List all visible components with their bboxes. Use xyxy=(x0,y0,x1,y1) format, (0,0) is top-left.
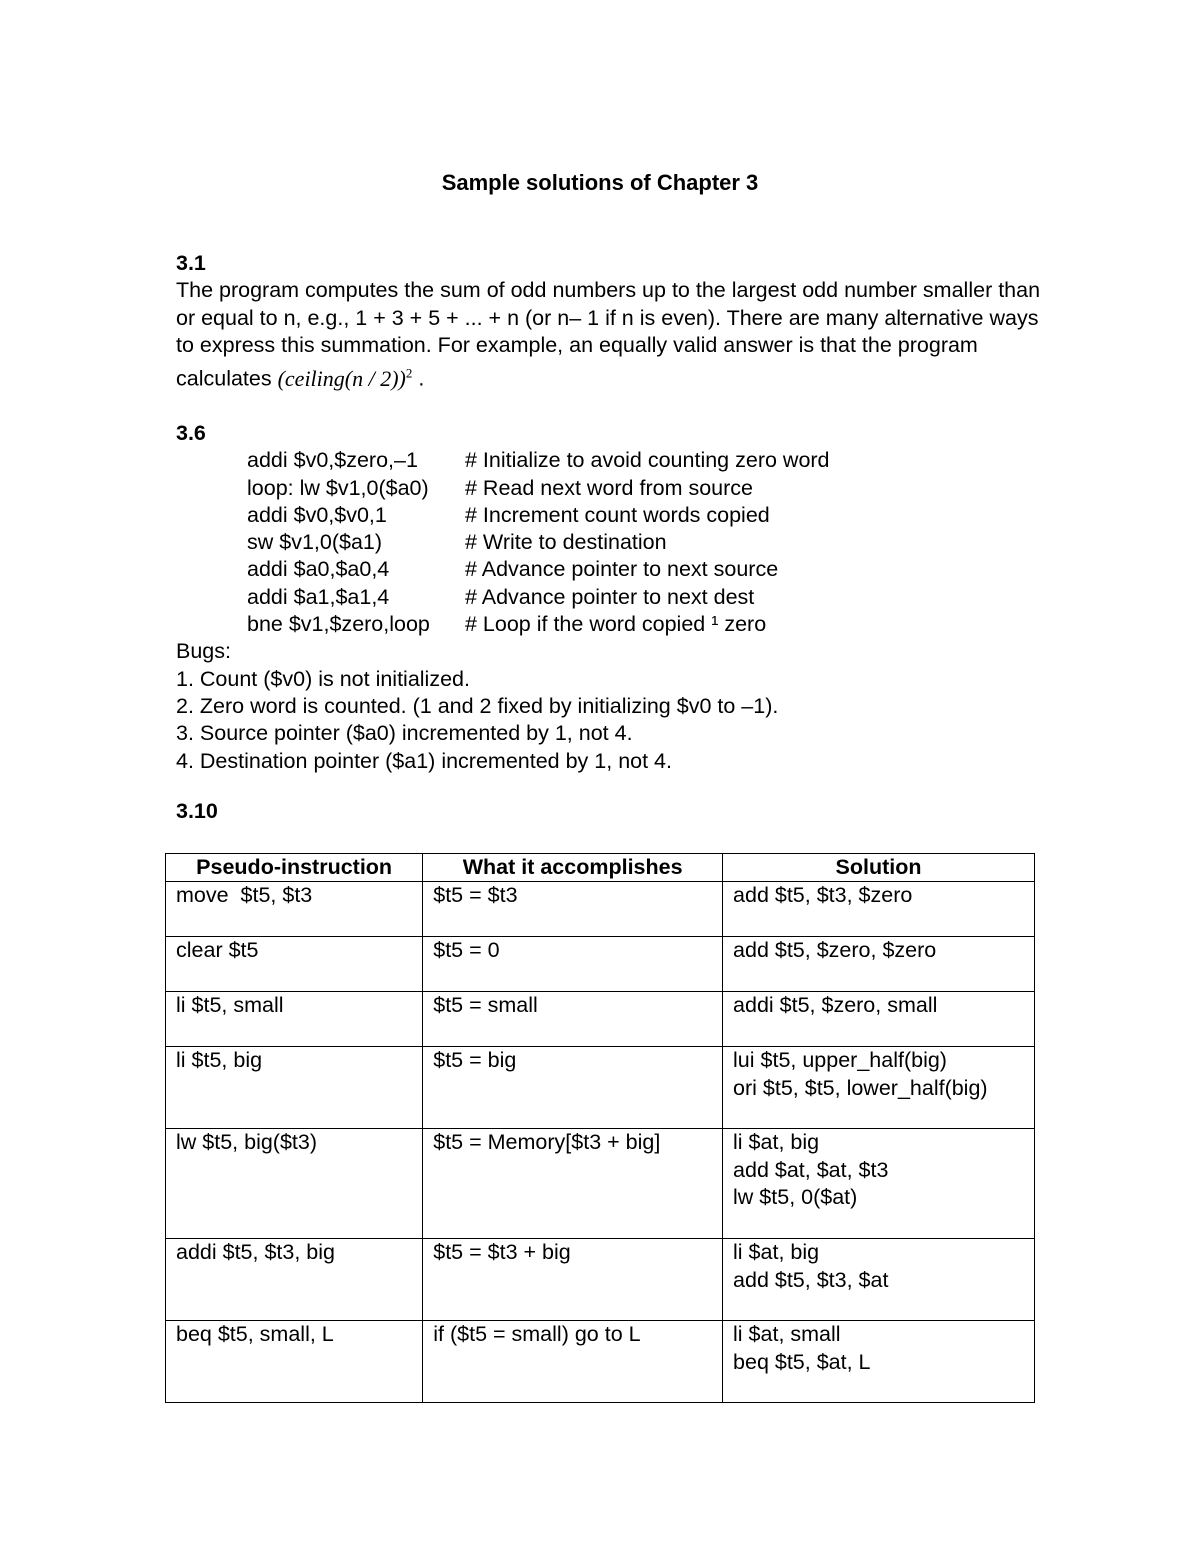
table-header-row xyxy=(166,854,1035,882)
section-3-10 xyxy=(176,798,218,825)
pseudo-cell: clear $t5 xyxy=(166,937,423,992)
code-instruction: addi $v0,$v0,1 xyxy=(247,502,387,527)
pseudo-cell: addi $t5, $t3, big xyxy=(166,1239,423,1321)
code-comment: # Increment count words copied xyxy=(465,502,770,527)
code-comment: # Write to destination xyxy=(465,530,667,555)
code-line xyxy=(176,556,778,583)
bug-item: 3. Source pointer ($a0) incremented by 1, not 4. xyxy=(176,721,633,746)
section-number: 3.1 xyxy=(176,251,206,275)
code-line xyxy=(176,447,830,474)
table-row xyxy=(166,1321,1035,1403)
code-comment: # Read next word from source xyxy=(465,475,753,500)
code-instruction: addi $a0,$a0,4 xyxy=(247,557,390,582)
meaning-cell: $t5 = $t3 xyxy=(423,882,723,937)
meaning-cell: $t5 = 0 xyxy=(423,937,723,992)
meaning-cell: $t5 = Memory[$t3 + big] xyxy=(423,1129,723,1239)
code-line xyxy=(176,584,778,611)
column-header: Pseudo-instruction xyxy=(166,854,423,882)
pseudo-cell: li $t5, small xyxy=(166,992,423,1047)
section-number: 3.10 xyxy=(176,799,218,823)
section-3-1 xyxy=(176,250,1046,393)
formula-exponent: 2 xyxy=(405,365,413,381)
solution-cell: addi $t5, $zero, small xyxy=(723,992,1035,1047)
paragraph-end: . xyxy=(412,366,425,391)
column-header: Solution xyxy=(723,854,1035,882)
solution-cell: lui $t5, upper_half(big) ori $t5, $t5, lower_half(big) xyxy=(723,1047,1035,1129)
bug-item: 4. Destination pointer ($a1) incremented by 1, not 4. xyxy=(176,748,672,773)
section-3-6 xyxy=(176,420,830,775)
code-line xyxy=(176,475,778,502)
code-instruction: addi $a1,$a1,4 xyxy=(247,584,390,609)
formula xyxy=(278,366,413,391)
solution-cell: add $t5, $zero, $zero xyxy=(723,937,1035,992)
column-header: What it accomplishes xyxy=(423,854,723,882)
code-comment: # Advance pointer to next dest xyxy=(465,584,755,609)
table-row xyxy=(166,1129,1035,1239)
formula-text: (ceiling(n / 2)) xyxy=(277,365,406,391)
section-number: 3.6 xyxy=(176,421,206,445)
solutions-table xyxy=(165,853,1035,1403)
code-instruction: addi $v0,$zero,–1 xyxy=(247,448,418,473)
code-comment: # Advance pointer to next source xyxy=(465,557,779,582)
meaning-cell: if ($t5 = small) go to L xyxy=(423,1321,723,1403)
pseudo-cell: move $t5, $t3 xyxy=(166,882,423,937)
meaning-cell: $t5 = $t3 + big xyxy=(423,1239,723,1321)
pseudo-cell: lw $t5, big($t3) xyxy=(166,1129,423,1239)
section-paragraph xyxy=(176,277,1046,393)
bug-item: 2. Zero word is counted. (1 and 2 fixed by initializing $v0 to –1). xyxy=(176,693,779,718)
pseudo-cell: beq $t5, small, L xyxy=(166,1321,423,1403)
table-row xyxy=(166,1047,1035,1129)
table-row xyxy=(166,882,1035,937)
solution-cell: li $at, big add $t5, $t3, $at xyxy=(723,1239,1035,1321)
meaning-cell: $t5 = big xyxy=(423,1047,723,1129)
meaning-cell: $t5 = small xyxy=(423,992,723,1047)
bug-item: 1. Count ($v0) is not initialized. xyxy=(176,666,470,691)
solution-cell: li $at, big add $at, $at, $t3 lw $t5, 0($at) xyxy=(723,1129,1035,1239)
table-row xyxy=(166,937,1035,992)
table-row xyxy=(166,1239,1035,1321)
table-row xyxy=(166,992,1035,1047)
code-line xyxy=(176,529,778,556)
code-instruction: sw $v1,0($a1) xyxy=(247,530,383,555)
bugs-label: Bugs: xyxy=(176,639,231,664)
code-instruction: bne $v1,$zero,loop xyxy=(247,612,430,637)
solution-cell: add $t5, $t3, $zero xyxy=(723,882,1035,937)
solution-cell: li $at, small beq $t5, $at, L xyxy=(723,1321,1035,1403)
code-line xyxy=(176,502,778,529)
pseudo-cell: li $t5, big xyxy=(166,1047,423,1129)
code-line xyxy=(176,611,778,638)
page-title: Sample solutions of Chapter 3 xyxy=(441,170,759,195)
paragraph-text: The program computes the sum of odd numbers up to the largest odd number smaller than or equal to n, e.g., 1 + 3 + 5 + ... + n (or n– 1 if n is even). There are many alternative ways to express this summation. For example, an equally valid answer is that the program calculates xyxy=(176,278,1041,391)
code-instruction: loop: lw $v1,0($a0) xyxy=(247,475,429,500)
code-comment: # Initialize to avoid counting zero word xyxy=(465,448,830,473)
code-comment: # Loop if the word copied ¹ zero xyxy=(465,612,767,637)
code-block xyxy=(176,447,830,638)
